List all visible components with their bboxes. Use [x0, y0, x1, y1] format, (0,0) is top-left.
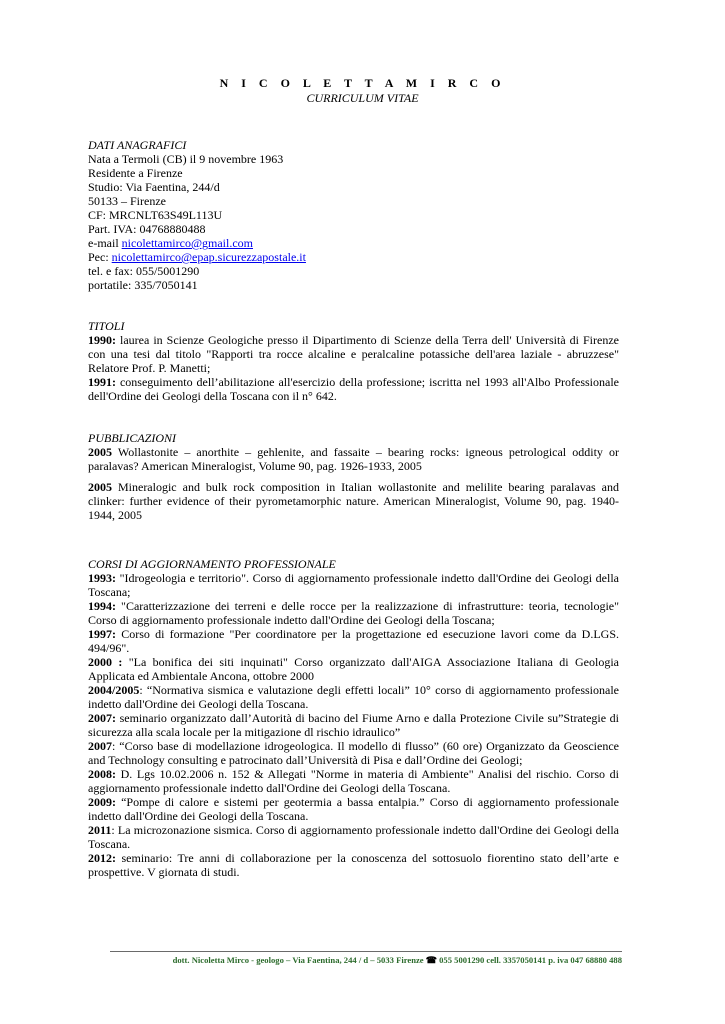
publication-entry [88, 445, 619, 473]
residence-info: Residente a Firenze [88, 166, 183, 180]
mobile-phone: portatile: 335/7050141 [88, 278, 198, 292]
publication-entry [88, 480, 619, 522]
footer-divider [110, 951, 622, 952]
course-entry [88, 627, 619, 655]
section-heading: CORSI DI AGGIORNAMENTO PROFESSIONALE [88, 557, 336, 571]
entry-text: Corso di formazione "Per coordinatore per la progettazione ed esecuzione lavori come da D.LGS. 494/96". [88, 627, 619, 655]
course-entry [88, 851, 619, 879]
entry-text: seminario: Tre anni di collaborazione per la conoscenza del sottosuolo fiorentino stato dell’arte e prospettive. V giornata di studi. [88, 851, 619, 879]
entry-text: “Pompe di calore e sistemi per geotermia a bassa entalpia.” Corso di aggiornamento professionale indetto dall'Ordine dei Geologi della Toscana. [88, 795, 619, 823]
pec-label: Pec: [88, 250, 112, 264]
entry-text: conseguimento dell’abilitazione all'esercizio della professione; iscritta nel 1993 all'Albo Professionale dell'Ordine dei Geologi della Toscana con il n° 642. [88, 375, 619, 403]
entry-year: 2005 [88, 445, 112, 459]
section-pubblicazioni [88, 431, 619, 522]
birth-info: Nata a Termoli (CB) il 9 novembre 1963 [88, 152, 284, 166]
entry-year: 1994: [88, 599, 116, 613]
entry-text: "Caratterizzazione dei terreni e delle rocce per la realizzazione di infrastrutture: teoria, tecnologie" Corso di aggiornamento professionale indetto dall'Ordine dei Geologi della Toscana; [88, 599, 619, 627]
entry-text: : “Normativa sismica e valutazione degli effetti locali” 10° corso di aggiornamento professionale indetto dall'Ordine dei Geologi della Toscana. [88, 683, 619, 711]
phone-fax: tel. e fax: 055/5001290 [88, 264, 200, 278]
section-heading: PUBBLICAZIONI [88, 431, 176, 445]
course-entry [88, 739, 619, 767]
entry-text: seminario organizzato dall’Autorità di bacino del Fiume Arno e dalla Protezione Civile su”Strategie di sicurezza alla scala locale per la mitigazione dl rischio idraulico” [88, 711, 619, 739]
entry-year: 2000 : [88, 655, 123, 669]
email-label: e-mail [88, 236, 122, 250]
entry-text: D. Lgs 10.02.2006 n. 152 & Allegati "Norme in materia di Ambiente" Analisi del rischio. Corso di aggiornamento professionale indetto dall'Ordine dei Geologi della Toscana. [88, 767, 619, 795]
page-footer [110, 955, 622, 966]
entry-year: 2007 [88, 739, 112, 753]
fiscal-code: CF: MRCNLT63S49L113U [88, 208, 223, 222]
course-entry [88, 683, 619, 711]
entry-text: Wollastonite – anorthite – gehlenite, and fassaite – bearing rocks: igneous petrological oddity or paralavas? American Mineralogist, Volume 90, pag. 1926-1933, 2005 [88, 445, 619, 473]
entry-year: 2007: [88, 711, 116, 725]
entry-year: 2005 [88, 480, 112, 494]
email-link[interactable]: nicolettamirco@gmail.com [121, 236, 253, 250]
footer-address: dott. Nicoletta Mirco - geologo – Via Faentina, 244 / d – 5033 Firenze [172, 955, 426, 965]
course-entry [88, 599, 619, 627]
entry-text: "Idrogeologia e territorio". Corso di aggiornamento professionale indetto dall'Ordine dei Geologi della Toscana; [88, 571, 619, 599]
section-heading: TITOLI [88, 319, 125, 333]
footer-contacts: 055 5001290 cell. 3357050141 p. iva 047 68880 488 [436, 955, 622, 965]
email-row [88, 236, 619, 250]
entry-year: 2011 [88, 823, 112, 837]
entry-year: 1991: [88, 375, 116, 389]
course-entry [88, 767, 619, 795]
entry-text: : La microzonazione sismica. Corso di aggiornamento professionale indetto dall'Ordine dei Geologi della Toscana. [88, 823, 619, 851]
vat-number: Part. IVA: 04768880488 [88, 222, 206, 236]
pec-link[interactable]: nicolettamirco@epap.sicurezzapostale.it [111, 250, 306, 264]
titolo-entry [88, 333, 619, 375]
section-corsi [88, 557, 619, 879]
section-heading: DATI ANAGRAFICI [88, 138, 187, 152]
entry-year: 1997: [88, 627, 116, 641]
phone-icon: ☎ [425, 955, 437, 965]
entry-year: 1993: [88, 571, 116, 585]
titolo-entry [88, 375, 619, 403]
document-subtitle: CURRICULUM VITAE [306, 91, 419, 105]
entry-text: laurea in Scienze Geologiche presso il Dipartimento di Scienze della Terra dell' Università di Firenze con una tesi dal titolo "Rapporti tra rocce alcaline e peralcaline potassiche dell'area laziale - abruzzese" Relatore Prof. P. Manetti; [88, 333, 619, 375]
course-entry [88, 655, 619, 683]
section-anagrafici [88, 138, 619, 292]
entry-year: 2012: [88, 851, 116, 865]
course-entry [88, 711, 619, 739]
entry-year: 1990: [88, 333, 116, 347]
course-entry [88, 823, 619, 851]
entry-year: 2004/2005 [88, 683, 140, 697]
studio-city: 50133 – Firenze [88, 194, 166, 208]
entry-text: Mineralogic and bulk rock composition in Italian wollastonite and melilite bearing paralavas and clinker: further evidence of their pyrometamorphic nature. American Mineralogist, Volume 90, pag. 1940-1944, 2005 [88, 480, 619, 522]
entry-year: 2009: [88, 795, 116, 809]
entry-text: : “Corso base di modellazione idrogeologica. Il modello di flusso” (60 ore) Organizzato da Geoscience and Technology consulting e patrocinato dall’Università di Pisa e dall’Ordine dei Geologi; [88, 739, 619, 767]
course-entry [88, 795, 619, 823]
person-name: N I C O L E T T A M I R C O [219, 76, 506, 90]
section-titoli [88, 319, 619, 403]
pec-row [88, 250, 619, 264]
studio-address: Studio: Via Faentina, 244/d [88, 180, 220, 194]
entry-year: 2008: [88, 767, 116, 781]
entry-text: "La bonifica dei siti inquinati" Corso organizzato dall'AIGA Associazione Italiana di Geologia Applicata ed Ambientale Ancona, ottobre 2000 [88, 655, 619, 683]
course-entry [88, 571, 619, 599]
